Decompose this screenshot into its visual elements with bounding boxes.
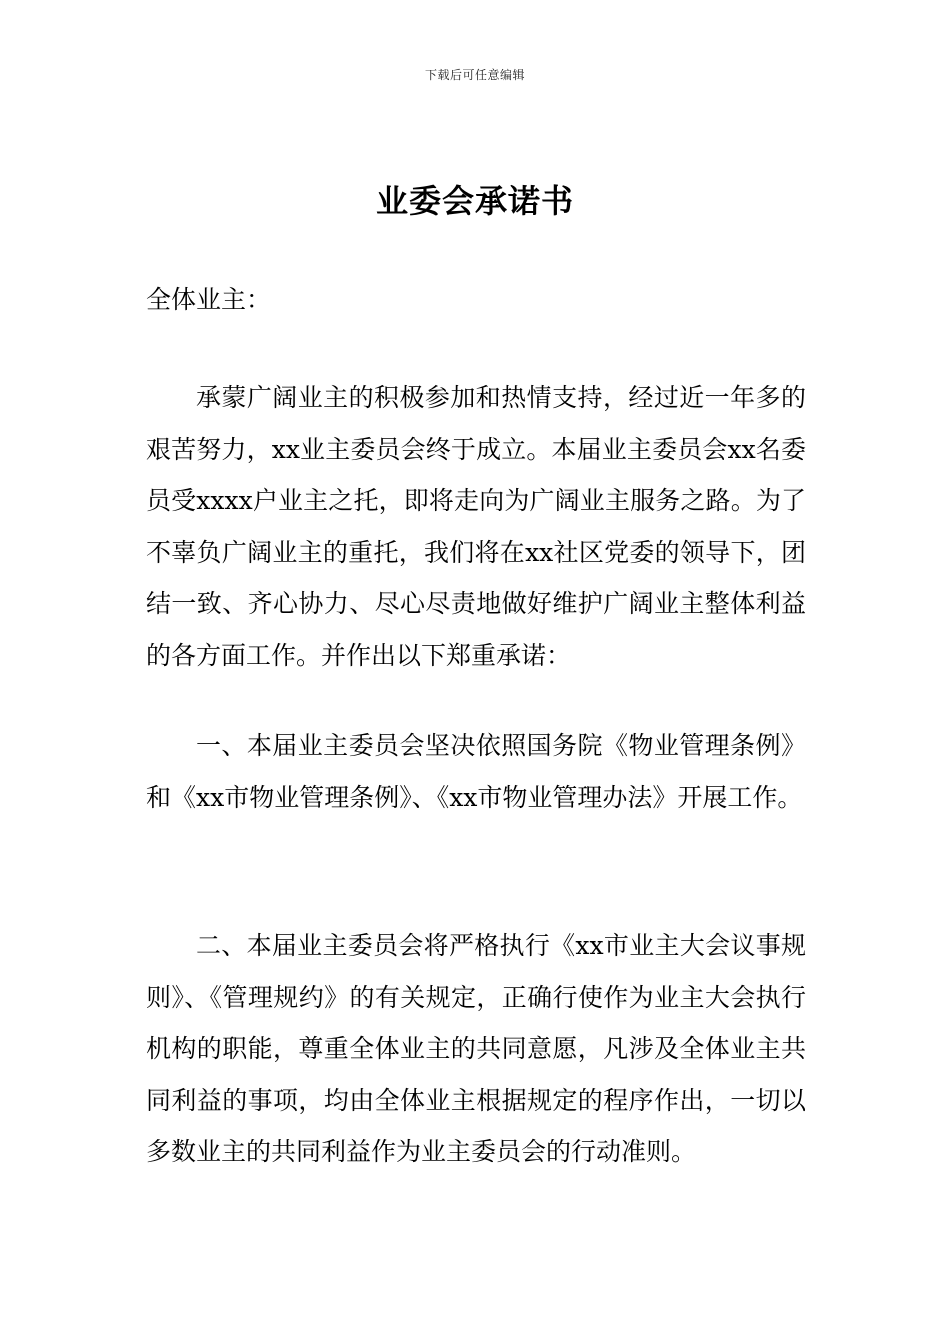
paragraph-commitment-1: 一、本届业主委员会坚决依照国务院《物业管理条例》和《xx市物业管理条例》、《xx市物业管理办法》开展工作。: [146, 731, 806, 812]
document-title: 业委会承诺书: [375, 182, 574, 220]
paragraph-commitment-2: 二、本届业主委员会将严格执行《xx市业主大会议事规则》、《管理规约》的有关规定，正确行使作为业主大会执行机构的职能，尊重全体业主的共同意愿，凡涉及全体业主共同利益的事项，均由全体业主根据规定的程序作出，一切以多数业主的共同利益作为业主委员会的行动准则。: [146, 931, 806, 1166]
salutation: 全体业主：: [146, 285, 272, 314]
paragraph-intro: 承蒙广阔业主的积极参加和热情支持，经过近一年多的艰苦努力，xx业主委员会终于成立。本届业主委员会xx名委员受xxxx户业主之托，即将走向为广阔业主服务之路。为了不辜负广阔业主的重托，我们将在xx社区党委的领导下，团结一致、齐心协力、尽心尽责地做好维护广阔业主整体利益的各方面工作。并作出以下郑重承诺：: [146, 383, 806, 670]
header-note: 下载后可任意编辑: [424, 68, 525, 82]
